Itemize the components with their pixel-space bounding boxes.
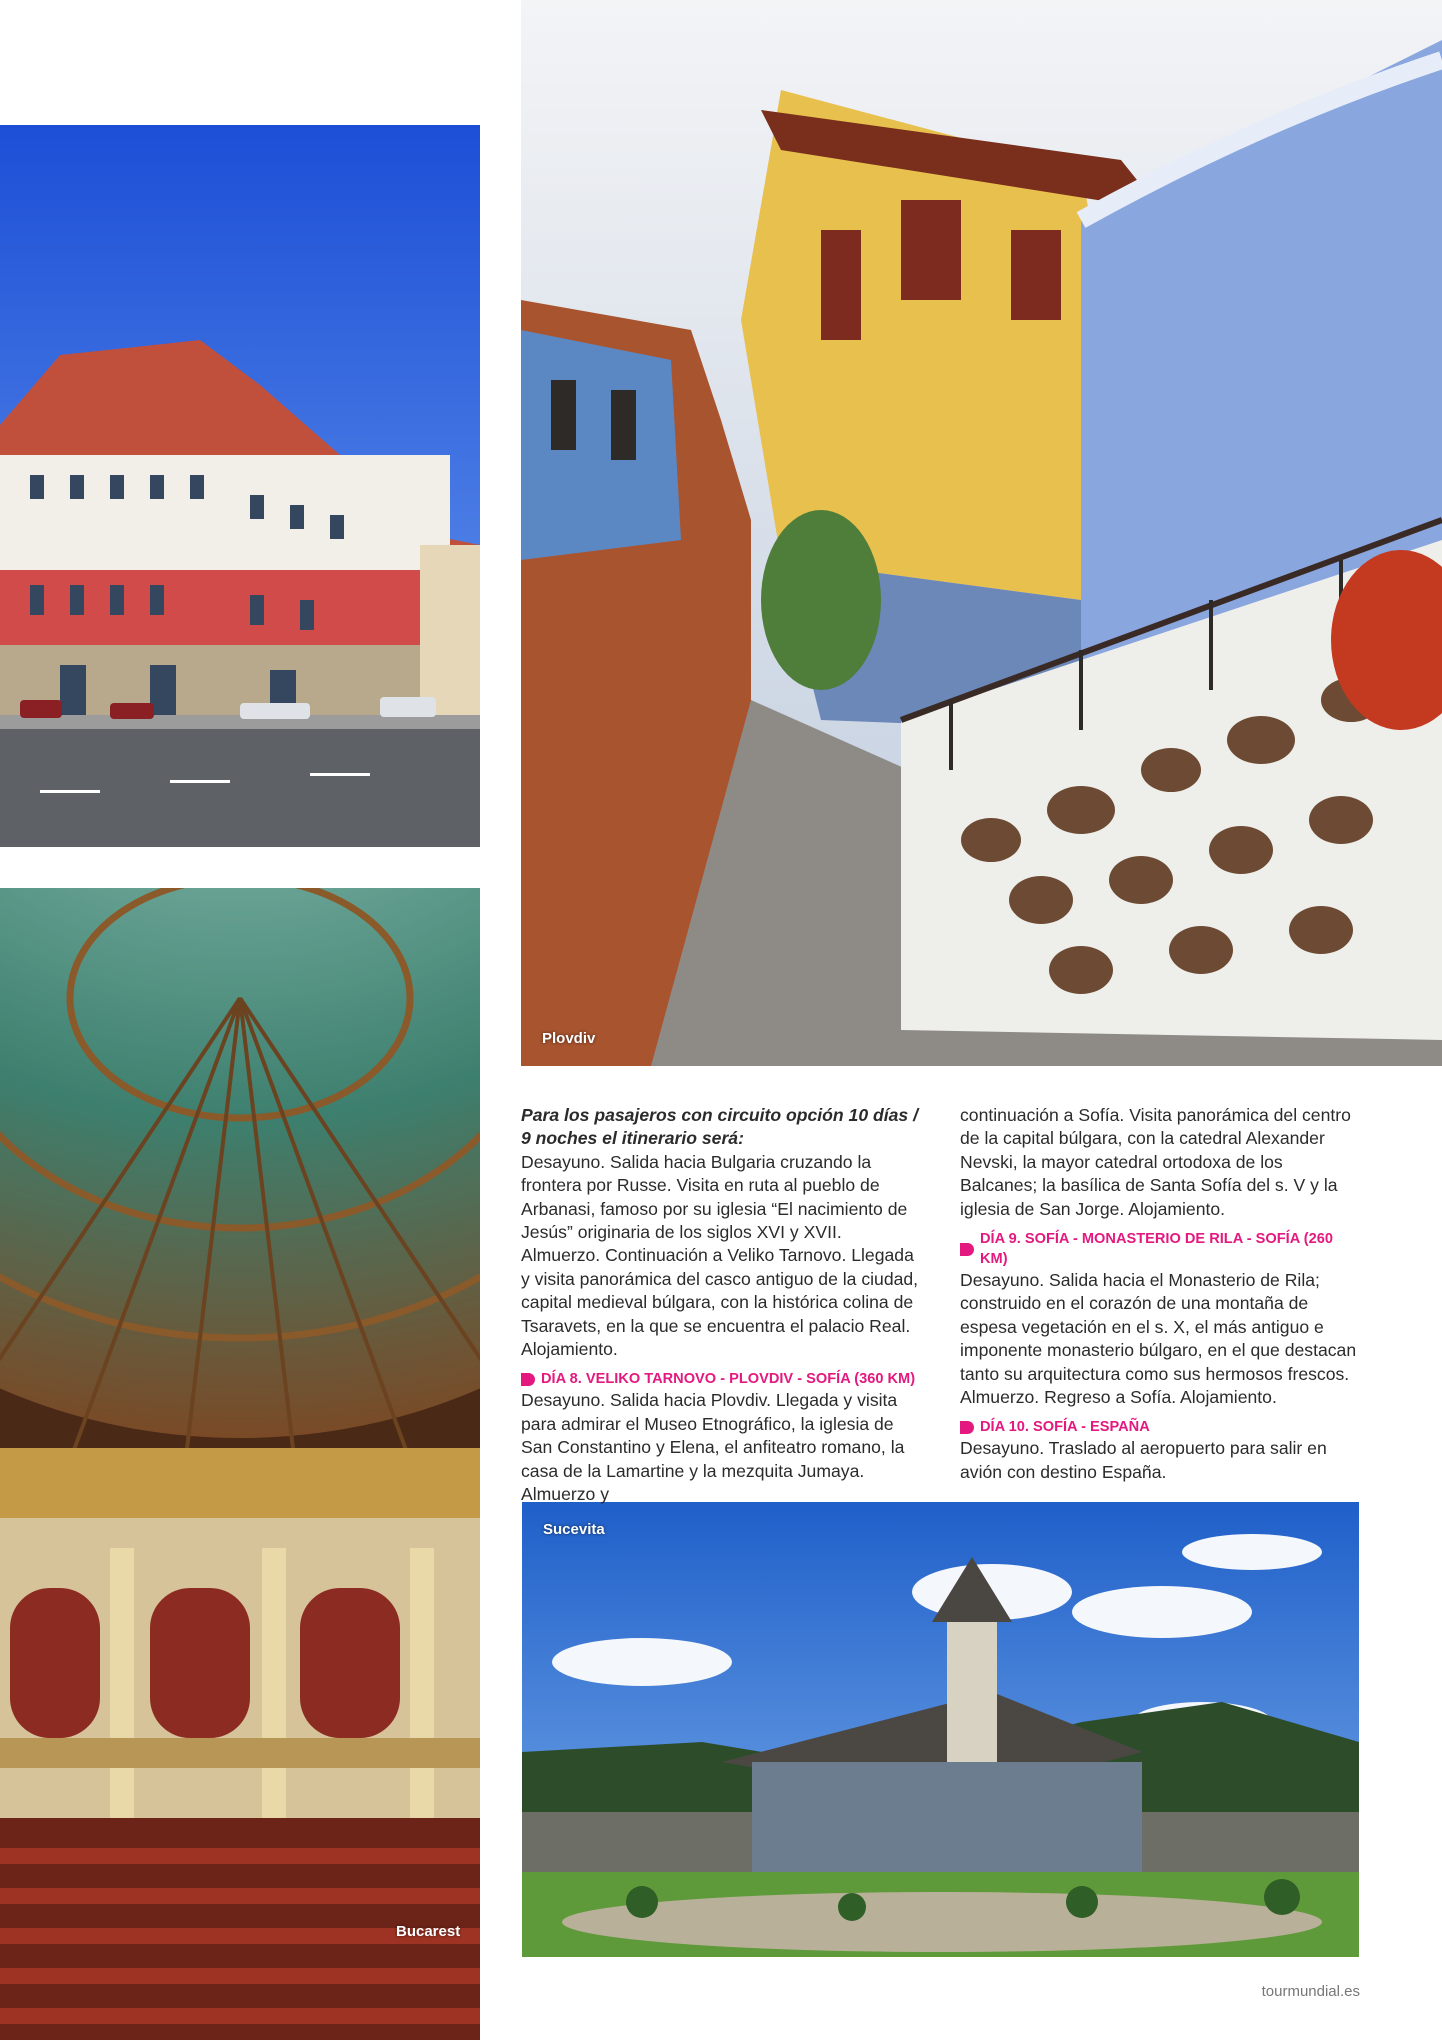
footer-site: tourmundial.es — [1261, 1983, 1360, 2000]
caption-bucarest: Bucarest — [396, 1923, 461, 1940]
day-8-continuation: continuación a Sofía. Visita panorámica del centro de la capital búlgara, con la catedral Alexander Nevski, la mayor catedral ortodoxa de los Balcanes; la basílica de Santa Sofía del s. V y la iglesia de San Jorge. Alojamiento. — [960, 1105, 1351, 1219]
day-9-heading — [960, 1229, 1360, 1269]
intro-body: Desayuno. Salida hacia Bulgaria cruzando la frontera por Russe. Visita en ruta al pueblo de Arbanasi, famoso por su iglesia “El nacimiento de Jesús” originaria de los siglos XVI y XVII. Almuerzo. Continuación a Veliko Tarnovo. Llegada y visita panorámica del casco antiguo de la ciudad, capital medieval búlgara, con la histórica colina de Tsaravets, en la que se encuentra el palacio Real. Alojamiento. — [521, 1151, 919, 1360]
text-column-right — [960, 1104, 1360, 1484]
day-10-heading-text: DÍA 10. SOFÍA - ESPAÑA — [980, 1419, 1150, 1436]
text-column-left — [521, 1104, 921, 1507]
day-8-heading — [521, 1369, 921, 1389]
bullet-marker-icon — [960, 1243, 974, 1256]
caption-sucevita: Sucevita — [543, 1521, 605, 1538]
photo-plovdiv-street — [521, 0, 1442, 1066]
day-10-text: Desayuno. Traslado al aeropuerto para salir en avión con destino España. — [960, 1438, 1327, 1482]
bullet-marker-icon — [960, 1421, 974, 1434]
day-8-heading-text: DÍA 8. VELIKO TARNOVO - PLOVDIV - SOFÍA (360 KM) — [541, 1371, 916, 1388]
photo-palace-building — [0, 125, 480, 847]
intro-title: Para los pasajeros con circuito opción 10 días / 9 noches el itinerario será: — [521, 1105, 918, 1149]
caption-plovdiv: Plovdiv — [542, 1030, 596, 1047]
day-10-heading — [960, 1417, 1360, 1437]
day-9-text: Desayuno. Salida hacia el Monasterio de Rila; construido en el corazón de una montaña de espesa vegetación en el s. X, el más antiguo e imponente monasterio búlgaro, en el que destacan tanto su arquitectura como sus hermosos frescos. Almuerzo. Regreso a Sofía. Alojamiento. — [960, 1270, 1357, 1408]
photo-sucevita-monastery — [522, 1502, 1359, 1957]
photo-bucarest-dome — [0, 888, 480, 2040]
day-8-text: Desayuno. Salida hacia Plovdiv. Llegada y visita para admirar el Museo Etnográfico, la iglesia de San Constantino y Elena, el anfiteatro romano, la casa de la Lamartine y la mezquita Jumaya. Almuerzo y — [521, 1390, 905, 1505]
bullet-marker-icon — [521, 1373, 535, 1386]
day-9-heading-text: DÍA 9. SOFÍA - MONASTERIO DE RILA - SOFÍA (260 KM) — [980, 1231, 1333, 1268]
